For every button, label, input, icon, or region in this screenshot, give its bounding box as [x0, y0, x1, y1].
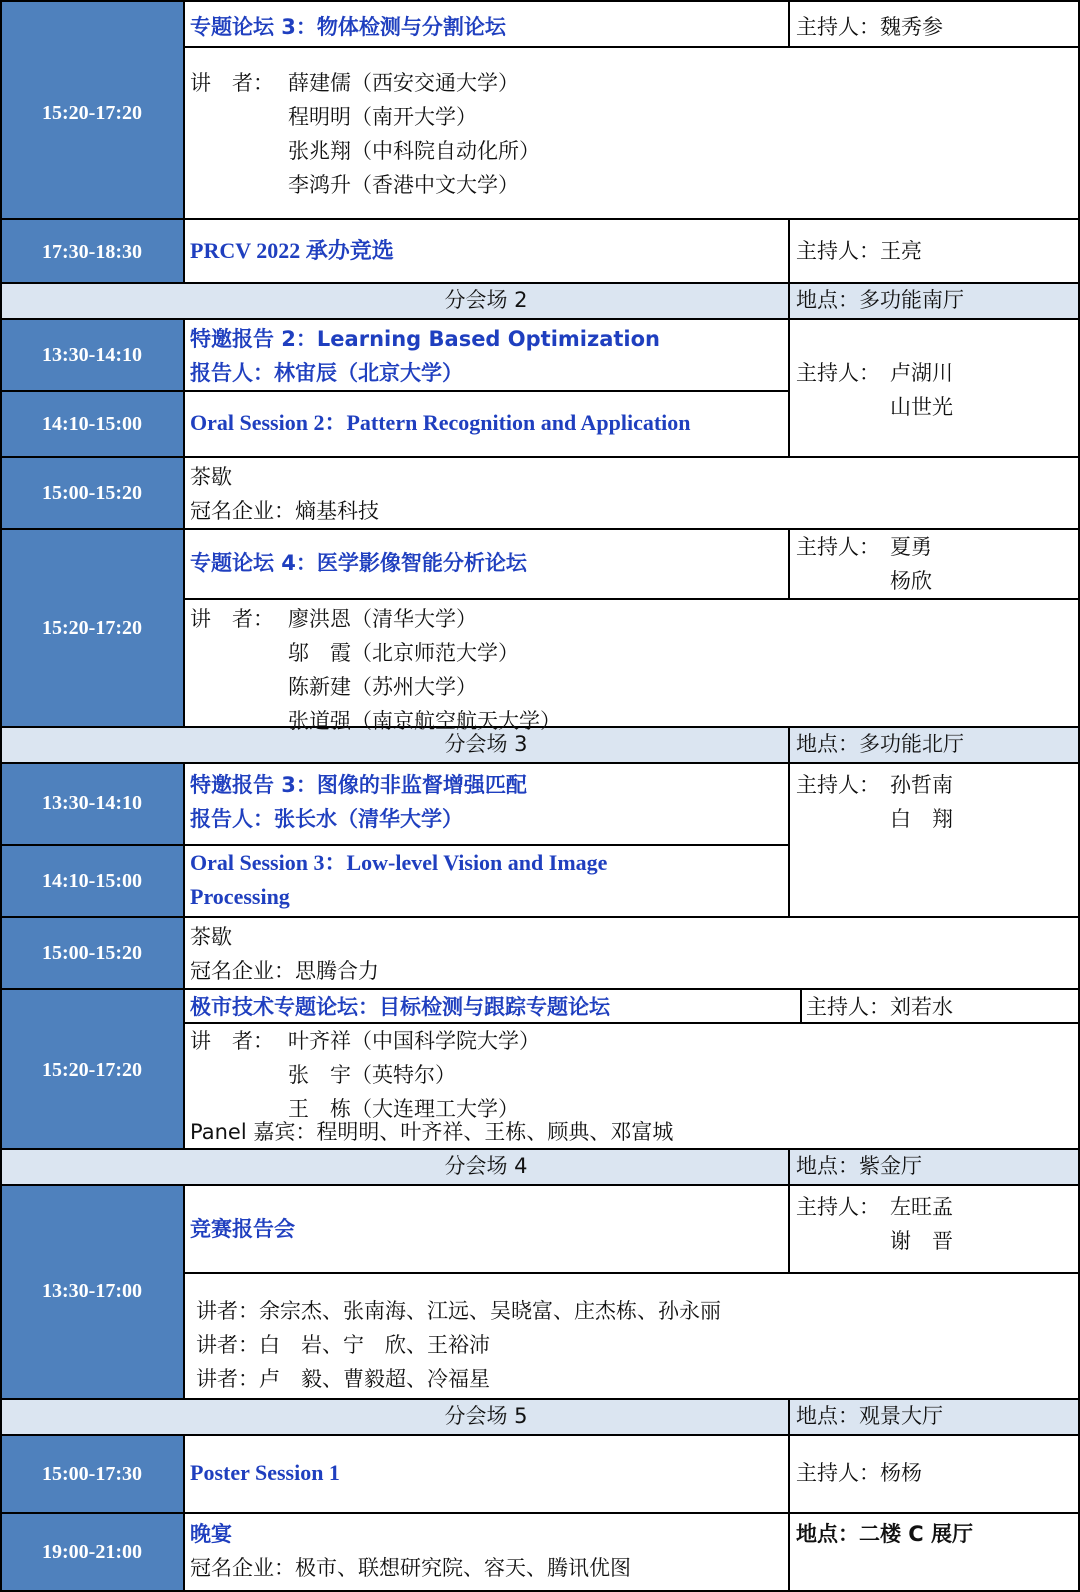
venue-name: 分会场 2 [444, 288, 528, 312]
time-slot: 15:20-17:20 [42, 102, 142, 124]
venue-location: 地点：观景大厅 [796, 1404, 943, 1428]
grid-line [788, 1148, 790, 1274]
banquet-location: 地点：二楼 C 展厅 [796, 1522, 974, 1546]
time-slot: 17:30-18:30 [42, 241, 142, 263]
grid-line [788, 528, 790, 598]
speaker: 陈新建（苏州大学） [288, 675, 477, 699]
grid-line [788, 0, 790, 47]
grid-line [183, 0, 185, 282]
session-title: 专题论坛 4：医学影像智能分析论坛 [190, 551, 527, 575]
host-label: 主持人： [796, 773, 880, 797]
time-slot: 19:00-21:00 [42, 1541, 142, 1563]
host-name: 谢 晋 [890, 1229, 953, 1253]
grid-line [800, 990, 802, 1024]
session-host: 主持人：王亮 [796, 239, 922, 263]
host-label: 主持人： [796, 535, 880, 559]
grid-line [0, 218, 1080, 220]
grid-line [0, 1184, 1080, 1186]
host-name: 杨欣 [890, 569, 932, 593]
time-slot: 13:30-17:00 [42, 1280, 142, 1302]
sponsor-line: 冠名企业：思腾合力 [190, 959, 379, 983]
oral-session-title: Oral Session 2：Pattern Recognition and Application [190, 410, 691, 435]
time-slot: 15:00-17:30 [42, 1463, 142, 1485]
session-host: 主持人：杨杨 [796, 1461, 922, 1485]
speakers-label: 讲 者： [190, 71, 274, 95]
oral-session-title-cont: Processing [190, 884, 290, 909]
keynote-speaker: 报告人：张长水（清华大学） [190, 807, 463, 831]
grid-line [0, 456, 790, 458]
time-slot: 13:30-14:10 [42, 344, 142, 366]
sponsor-line: 冠名企业：熵基科技 [190, 499, 379, 523]
keynote-title: 特邀报告 3：图像的非监督增强匹配 [190, 773, 527, 797]
time-slot: 15:20-17:20 [42, 1059, 142, 1081]
grid-line [788, 1398, 790, 1592]
time-slot: 13:30-14:10 [42, 792, 142, 814]
host-name: 山世光 [890, 395, 953, 419]
grid-line [0, 318, 1080, 320]
host-name: 白 翔 [890, 807, 953, 831]
venue-name: 分会场 4 [444, 1154, 528, 1178]
grid-line [183, 762, 185, 1148]
keynote-title: 特邀报告 2：Learning Based Optimization [190, 327, 660, 351]
grid-line [788, 354, 790, 458]
banquet-title: 晚宴 [190, 1522, 232, 1546]
speakers-line: 讲者：白 岩、宁 欣、王裕沛 [196, 1333, 490, 1357]
grid-line [183, 318, 185, 726]
host-name: 左旺孟 [890, 1195, 953, 1219]
grid-line [0, 0, 1080, 2]
speakers-line: 讲者：卢 毅、曹毅超、冷福星 [196, 1367, 490, 1391]
grid-line [184, 46, 1080, 48]
venue-location: 地点：多功能北厅 [796, 732, 964, 756]
speakers-label: 讲 者： [190, 1029, 274, 1053]
venue-name: 分会场 5 [444, 1404, 528, 1428]
session-host: 主持人：魏秀参 [796, 15, 943, 39]
session-title: 竞赛报告会 [190, 1217, 295, 1241]
speakers-label: 讲 者： [190, 607, 274, 631]
grid-line [788, 726, 790, 918]
host-name: 卢湖川 [890, 361, 953, 385]
host-label: 主持人： [796, 361, 880, 385]
time-slot: 15:00-15:20 [42, 482, 142, 504]
sponsor-line: 冠名企业：极市、联想研究院、容天、腾讯优图 [190, 1556, 631, 1580]
grid-line [0, 762, 1080, 764]
break-label: 茶歇 [190, 465, 232, 489]
grid-line [790, 456, 1080, 458]
host-name: 孙哲南 [890, 773, 953, 797]
speaker: 王 栋（大连理工大学） [288, 1097, 519, 1121]
grid-line [788, 218, 790, 354]
grid-line [0, 916, 1080, 918]
oral-session-title: Oral Session 3：Low-level Vision and Image [190, 850, 608, 875]
venue-location: 地点：多功能南厅 [796, 288, 964, 312]
session-host: 主持人：刘若水 [806, 995, 953, 1019]
speaker: 薛建儒（西安交通大学） [288, 71, 519, 95]
time-slot: 15:20-17:20 [42, 617, 142, 639]
speaker: 张兆翔（中科院自动化所） [288, 139, 540, 163]
time-slot: 15:00-15:20 [42, 942, 142, 964]
host-label: 主持人： [796, 1195, 880, 1219]
speaker: 张 宇（英特尔） [288, 1063, 456, 1087]
session-title: 专题论坛 3：物体检测与分割论坛 [190, 15, 506, 39]
panel-guests: Panel 嘉宾：程明明、叶齐祥、王栋、顾典、邓富城 [190, 1120, 674, 1144]
speaker: 叶齐祥（中国科学院大学） [288, 1029, 540, 1053]
session-title: PRCV 2022 承办竞选 [190, 238, 394, 263]
grid-line [184, 1272, 1080, 1274]
time-slot: 14:10-15:00 [42, 413, 142, 435]
time-slot: 14:10-15:00 [42, 870, 142, 892]
grid-line [184, 598, 1080, 600]
speaker: 程明明（南开大学） [288, 105, 477, 129]
session-title: 极市技术专题论坛：目标检测与跟踪专题论坛 [190, 995, 610, 1019]
grid-line [183, 1184, 185, 1398]
host-name: 夏勇 [890, 535, 932, 559]
speaker: 张道强（南京航空航天大学） [288, 709, 561, 733]
speaker: 邬 霞（北京师范大学） [288, 641, 519, 665]
speaker: 廖洪恩（清华大学） [288, 607, 477, 631]
venue-location: 地点：紫金厅 [796, 1154, 922, 1178]
grid-line [0, 1434, 1080, 1436]
speaker: 李鸿升（香港中文大学） [288, 173, 519, 197]
keynote-speaker: 报告人：林宙辰（北京大学） [190, 361, 463, 385]
poster-session-title: Poster Session 1 [190, 1460, 340, 1485]
break-label: 茶歇 [190, 925, 232, 949]
venue-name: 分会场 3 [444, 732, 528, 756]
grid-line [0, 390, 790, 392]
speakers-line: 讲者：余宗杰、张南海、江远、吴晓富、庄杰栋、孙永丽 [196, 1299, 721, 1323]
grid-line [0, 1512, 1080, 1514]
